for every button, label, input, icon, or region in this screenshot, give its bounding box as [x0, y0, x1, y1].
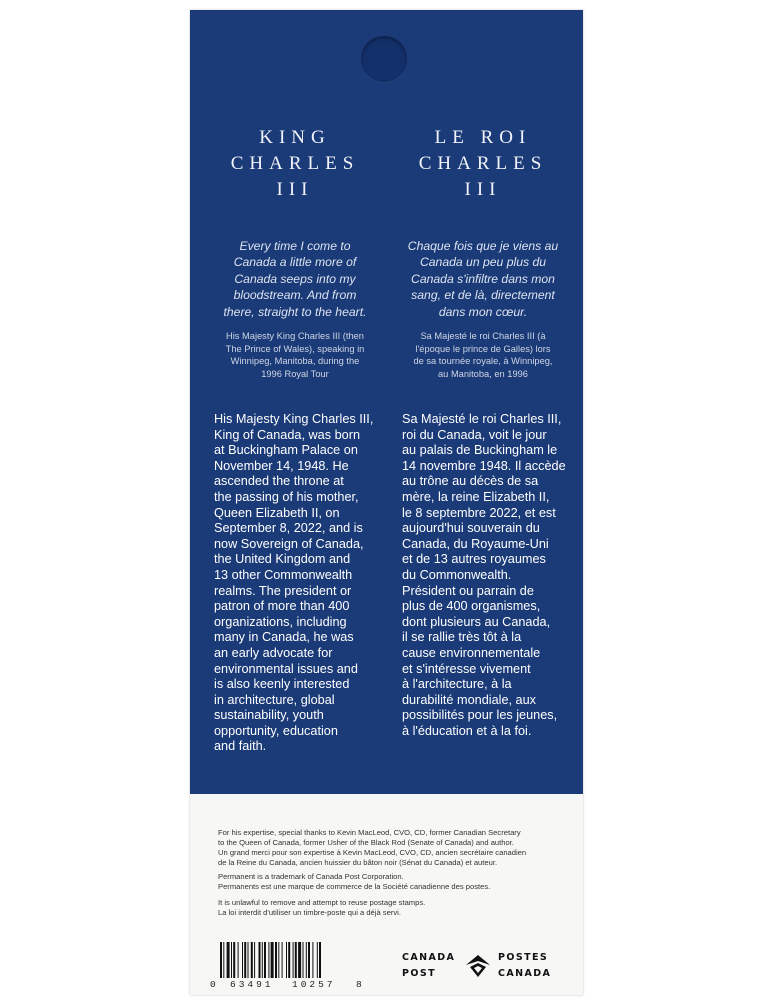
- logo-word-canada: CANADA: [402, 952, 456, 963]
- quote-line: Canada un peu plus du: [419, 255, 547, 270]
- quote-line: Chaque fois que je viens au: [407, 239, 559, 253]
- body-line: patron of more than 400: [214, 599, 350, 614]
- credits-line: La loi interdit d'utiliser un timbre-poste qui a déjà servi.: [218, 908, 401, 917]
- quote-line: Canada a little more of: [233, 255, 357, 270]
- logo-word-canada-fr: CANADA: [498, 968, 552, 979]
- body-line: il se rallie très tôt à la: [402, 630, 522, 645]
- quote-line: bloodstream. And from: [233, 288, 357, 303]
- english-title-line: III: [276, 179, 314, 200]
- barcode-digits-right: 10257: [292, 979, 336, 990]
- attribution-line: Winnipeg, Manitoba, during the: [230, 356, 360, 367]
- credits-line: to the Queen of Canada, former Usher of the Black Rod (Senate of Canada) and author.: [218, 838, 514, 847]
- attribution-line: The Prince of Wales), speaking in: [225, 343, 365, 354]
- french-title-line: CHARLES: [418, 153, 548, 174]
- body-line: now Sovereign of Canada,: [214, 536, 364, 551]
- french-biography: [402, 412, 572, 739]
- body-line: ascended the throne at: [214, 474, 344, 489]
- english-title-line: KING: [259, 127, 331, 148]
- barcode-digits: [210, 979, 360, 989]
- body-line: possibilités pour les jeunes,: [402, 708, 558, 723]
- body-line: Canada, du Royaume-Uni: [402, 536, 549, 551]
- body-line: many in Canada, he was: [214, 630, 354, 645]
- body-line: au palais de Buckingham le: [402, 443, 558, 458]
- body-line: 14 novembre 1948. Il accède: [402, 458, 566, 473]
- body-line: King of Canada, was born: [214, 427, 360, 442]
- quote-line: dans mon cœur.: [438, 304, 528, 319]
- english-title-line: CHARLES: [230, 153, 360, 174]
- canada-post-bird-icon: [464, 951, 492, 979]
- body-line: aujourd'hui souverain du: [402, 521, 540, 536]
- body-line: dont plusieurs au Canada,: [402, 614, 551, 629]
- credits-reuse-warning: [218, 898, 568, 918]
- french-quote: [398, 238, 568, 320]
- french-title-line: III: [464, 179, 502, 200]
- body-line: à l'architecture, à la: [402, 677, 512, 692]
- english-quote: [210, 238, 380, 320]
- quote-line: sang, et de là, directement: [411, 288, 555, 303]
- body-line: et s'intéresse vivement: [402, 661, 531, 676]
- body-line: the United Kingdom and: [214, 552, 351, 567]
- body-line: November 14, 1948. He: [214, 458, 349, 473]
- body-line: September 8, 2022, and is: [214, 521, 363, 536]
- french-attribution: [398, 330, 568, 380]
- body-line: His Majesty King Charles III,: [214, 412, 374, 426]
- attribution-line: au Manitoba, en 1996: [438, 368, 528, 379]
- upc-barcode: [210, 942, 360, 988]
- body-line: environmental issues and: [214, 661, 358, 676]
- english-title: [210, 125, 380, 203]
- credits-line: For his expertise, special thanks to Kevin MacLeod, CVO, CD, former Canadian Secretary: [218, 828, 521, 837]
- credits-line: Permanent is a trademark of Canada Post Corporation.: [218, 872, 404, 881]
- body-line: sustainability, youth: [214, 708, 324, 723]
- body-line: plus de 400 organismes,: [402, 599, 541, 614]
- body-line: du Commonwealth.: [402, 567, 512, 582]
- body-line: 13 other Commonwealth: [214, 567, 353, 582]
- body-line: realms. The president or: [214, 583, 352, 598]
- body-line: an early advocate for: [214, 645, 333, 660]
- body-line: Sa Majesté le roi Charles III,: [402, 412, 562, 426]
- body-line: and faith.: [214, 739, 267, 754]
- barcode-digit-check: 8: [356, 979, 362, 990]
- logo-word-postes: POSTES: [498, 952, 549, 963]
- body-line: et de 13 autres royaumes: [402, 552, 546, 567]
- body-line: mère, la reine Elizabeth II,: [402, 489, 550, 504]
- body-line: Président ou parrain de: [402, 583, 534, 598]
- barcode-bars: [220, 942, 354, 978]
- blue-panel: [190, 10, 583, 794]
- credits-line: de la Reine du Canada, ancien huissier du bâton noir (Sénat du Canada) et auteur.: [218, 858, 498, 867]
- attribution-line: de sa tournée royale, à Winnipeg,: [413, 356, 553, 367]
- body-line: à l'éducation et à la foi.: [402, 723, 532, 738]
- quote-line: Every time I come to: [239, 239, 351, 253]
- quote-line: there, straight to the heart.: [223, 304, 367, 319]
- body-line: roi du Canada, voit le jour: [402, 427, 547, 442]
- hang-hole: [361, 36, 407, 82]
- english-attribution: [210, 330, 380, 380]
- credits-line: Un grand merci pour son expertise à Kevin MacLeod, CVO, CD, ancien secrétaire canadien: [218, 848, 527, 857]
- body-line: the passing of his mother,: [214, 489, 359, 504]
- french-title: [398, 125, 568, 203]
- quote-line: Canada seeps into my: [234, 271, 356, 286]
- stamp-booklet-cover: [190, 10, 583, 995]
- body-line: cause environnementale: [402, 645, 541, 660]
- body-line: opportunity, education: [214, 723, 338, 738]
- body-line: au trône au décès de sa: [402, 474, 539, 489]
- attribution-line: l'époque le prince de Galles) lors: [415, 343, 551, 354]
- body-line: organizations, including: [214, 614, 347, 629]
- credits-line: Permanents est une marque de commerce de la Société canadienne des postes.: [218, 882, 491, 891]
- french-title-line: LE ROI: [434, 127, 532, 148]
- attribution-line: 1996 Royal Tour: [261, 368, 329, 379]
- logo-word-post: POST: [402, 968, 436, 979]
- body-line: at Buckingham Palace on: [214, 443, 358, 458]
- english-biography: [214, 412, 384, 755]
- body-line: is also keenly interested: [214, 677, 350, 692]
- credits-line: It is unlawful to remove and attempt to reuse postage stamps.: [218, 898, 426, 907]
- body-line: Queen Elizabeth II, on: [214, 505, 340, 520]
- canada-post-logo: [402, 951, 554, 981]
- credits-thanks: [218, 828, 568, 868]
- barcode-digit-lead: 0: [210, 979, 216, 990]
- body-line: le 8 septembre 2022, et est: [402, 505, 556, 520]
- body-line: in architecture, global: [214, 692, 335, 707]
- quote-line: Canada s'infiltre dans mon: [411, 271, 555, 286]
- barcode-digits-left: 63491: [230, 979, 274, 990]
- body-line: durabilité mondiale, aux: [402, 692, 537, 707]
- credits-trademark: [218, 872, 568, 892]
- attribution-line: His Majesty King Charles III (then: [226, 331, 364, 341]
- attribution-line: Sa Majesté le roi Charles III (à: [420, 331, 546, 341]
